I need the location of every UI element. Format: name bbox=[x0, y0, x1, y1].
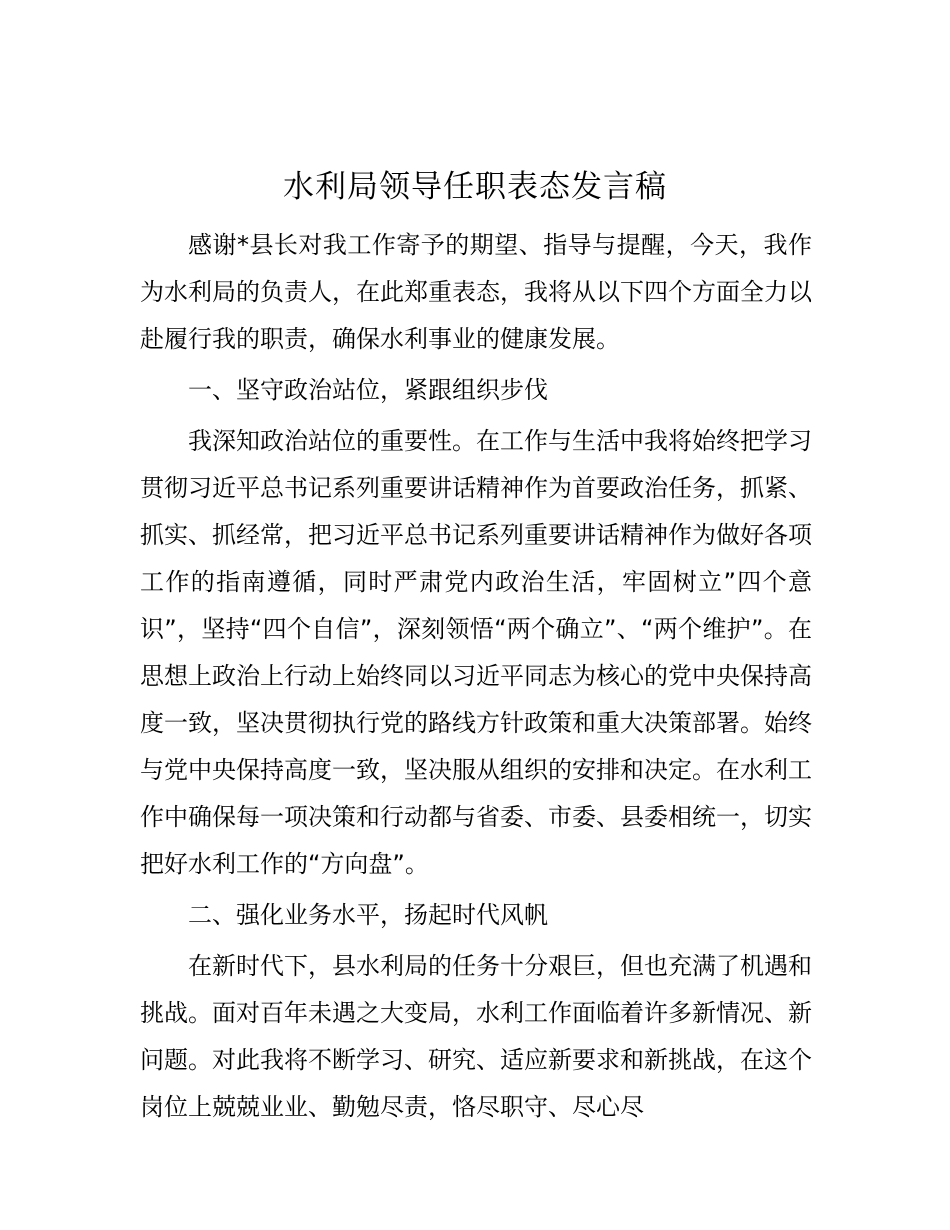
paragraph-section-2: 在新时代下，县水利局的任务十分艰巨，但也充满了机遇和挑战。面对百年未遇之大变局，水利工作面临着许多新情况、新问题。对此我将不断学习、研究、适应新要求和新挑战，在这个岗位上兢兢业业、勤勉尽责，恪尽职守、尽心尽 bbox=[140, 952, 812, 1121]
paragraph-section-1: 我深知政治站位的重要性。在工作与生活中我将始终把学习贯彻习近平总书记系列重要讲话精神作为首要政治任务，抓紧、抓实、抓经常，把习近平总书记系列重要讲话精神作为做好各项工作的指南遵循，同时严肃党内政治生活，牢固树立”四个意识”，坚持“四个自信”，深刻领悟“两个确立”、“两个维护”。在思想上政治上行动上始终同以习近平同志为核心的党中央保持高度一致，坚决贯彻执行党的路线方针政策和重大决策部署。始终与党中央保持高度一致，坚决服从组织的安排和决定。在水利工作中确保每一项决策和行动都与省委、市委、县委相统一，切实把好水利工作的“方向盘”。 bbox=[140, 427, 812, 878]
document-title: 水利局领导任职表态发言稿 bbox=[283, 169, 667, 205]
section-heading-2: 二、强化业务水平，扬起时代风帆 bbox=[188, 901, 548, 929]
section-heading-1: 一、坚守政治站位，紧跟组织步伐 bbox=[188, 376, 548, 404]
paragraph-intro: 感谢*县长对我工作寄予的期望、指导与提醒，今天，我作为水利局的负责人，在此郑重表态，我将从以下四个方面全力以赴履行我的职责，确保水利事业的健康发展。 bbox=[140, 231, 812, 353]
document-body bbox=[140, 222, 812, 1131]
